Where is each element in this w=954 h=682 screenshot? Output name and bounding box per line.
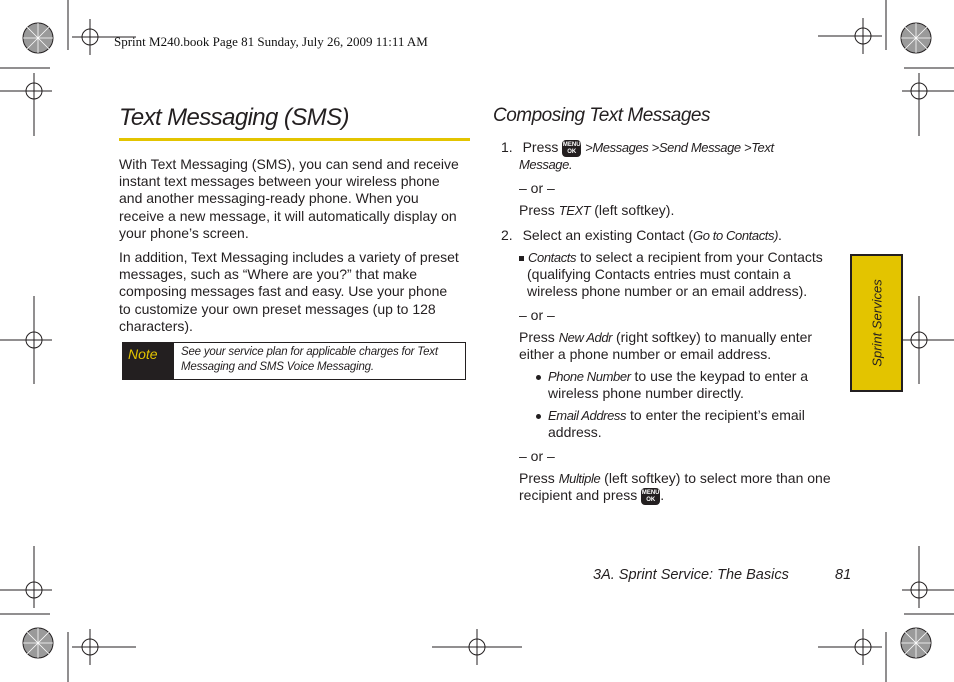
step-1-cont: Message. xyxy=(519,157,573,172)
note-box xyxy=(122,342,466,380)
press-text-line: Press TEXT (left softkey). xyxy=(519,202,675,218)
round-bullet-icon xyxy=(536,414,541,419)
menu-ok-key-icon: MENU OK xyxy=(562,141,581,155)
footer-section: 3A. Sprint Service: The Basics xyxy=(593,567,789,583)
preset-paragraph: In addition, Text Messaging includes a variety of preset messages, such as “Where are you?” that make composing messages fast and easy. Use your phone to customize your own preset messages (up to 128 characters). xyxy=(119,249,459,334)
or-separator-2: – or – xyxy=(519,307,555,323)
email-address-option: Email Address to enter the recipient’s email address. xyxy=(536,407,805,441)
step-2: 2. Select an existing Contact (Go to Contacts). xyxy=(501,227,782,243)
contacts-option: Contacts to select a recipient from your Contacts (qualifying Contacts entries must contain a wireless phone number or an email address). xyxy=(519,249,823,301)
page-number: 81 xyxy=(835,567,852,583)
page-title: Text Messaging (SMS) xyxy=(119,104,349,131)
phone-number-option: Phone Number to use the keypad to enter a wireless phone number directly. xyxy=(536,368,808,402)
section-side-tab xyxy=(850,254,903,392)
or-separator: – or – xyxy=(519,180,555,196)
multiple-option: Press Multiple (left softkey) to select more than one recipient and press MENU OK . xyxy=(519,470,831,504)
section-title: Composing Text Messages xyxy=(493,105,710,126)
new-addr-option: Press New Addr (right softkey) to manually enter either a phone number or email address. xyxy=(519,329,813,363)
note-label: Note xyxy=(123,343,174,379)
note-text: See your service plan for applicable charges for Text Messaging and SMS Voice Messaging. xyxy=(181,346,438,373)
title-rule xyxy=(119,138,470,141)
round-bullet-icon xyxy=(536,375,541,380)
side-tab-label: Sprint Services xyxy=(869,279,884,367)
step-1: 1. Press MENU OK >Messages >Send Message >Text xyxy=(501,139,774,155)
square-bullet-icon xyxy=(519,256,524,261)
menu-path: >Messages >Send Message >Text xyxy=(585,140,774,155)
or-separator-3: – or – xyxy=(519,448,555,464)
menu-ok-key-icon: MENU OK xyxy=(641,490,660,503)
intro-paragraph: With Text Messaging (SMS), you can send and receive instant text messages between your wireless phone and another messaging-ready phone. When you receive a new message, it will automatically display on your phone’s screen. xyxy=(119,156,459,241)
printer-header: Sprint M240.book Page 81 Sunday, July 26, 2009 11:11 AM xyxy=(114,34,428,49)
